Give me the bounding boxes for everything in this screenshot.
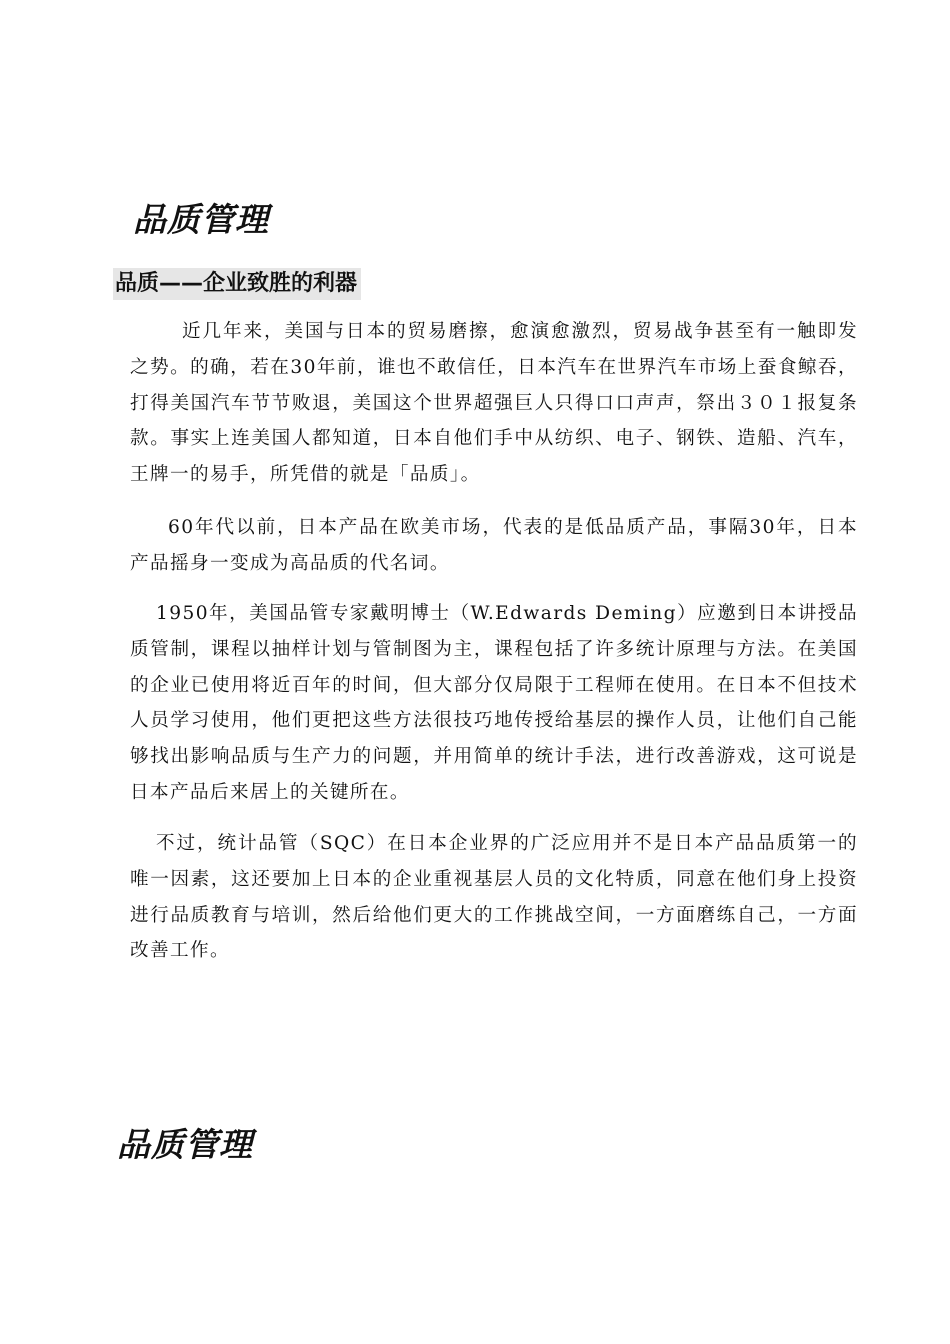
page-title: 品质管理 xyxy=(133,200,269,239)
section-heading: 品质——企业致胜的利器 xyxy=(113,268,361,300)
body-paragraph-3: 1950年，美国品管专家戴明博士（W.Edwards Deming）应邀到日本讲授品质管制，课程以抽样计划与管制图为主，课程包括了许多统计原理与方法。在美国的企业已使用将近百年的时间，但大部分仅局限于工程师在使用。在日本不但技术人员学习使用，他们更把这些方法很技巧地传授给基层的操作人员，让他们自己能够找出影响品质与生产力的问题，并用简单的统计手法，进行改善游戏，这可说是日本产品后来居上的关键所在。 xyxy=(130,603,858,803)
body-paragraph-1: 近几年来，美国与日本的贸易磨擦，愈演愈激烈，贸易战争甚至有一触即发之势。的确，若在30年前，谁也不敢信任，日本汽车在世界汽车市场上蚕食鲸吞，打得美国汽车节节败退，美国这个世界超强巨人只得口口声声，祭出３０１报复条款。事实上连美国人都知道，日本自他们手中从纺织、电子、钢铁、造船、汽车，王牌一的易手，所凭借的就是「品质」。 xyxy=(130,321,858,486)
next-page-title: 品质管理 xyxy=(117,1125,253,1164)
body-paragraph-4: 不过，统计品管（SQC）在日本企业界的广泛应用并不是日本产品品质第一的唯一因素，这还要加上日本的企业重视基层人员的文化特质，同意在他们身上投资进行品质教育与培训，然后给他们更大的工作挑战空间，一方面磨练自己，一方面改善工作。 xyxy=(130,833,858,962)
body-paragraph-2: 60年代以前，日本产品在欧美市场，代表的是低品质产品，事隔30年，日本产品摇身一变成为高品质的代名词。 xyxy=(130,517,858,574)
